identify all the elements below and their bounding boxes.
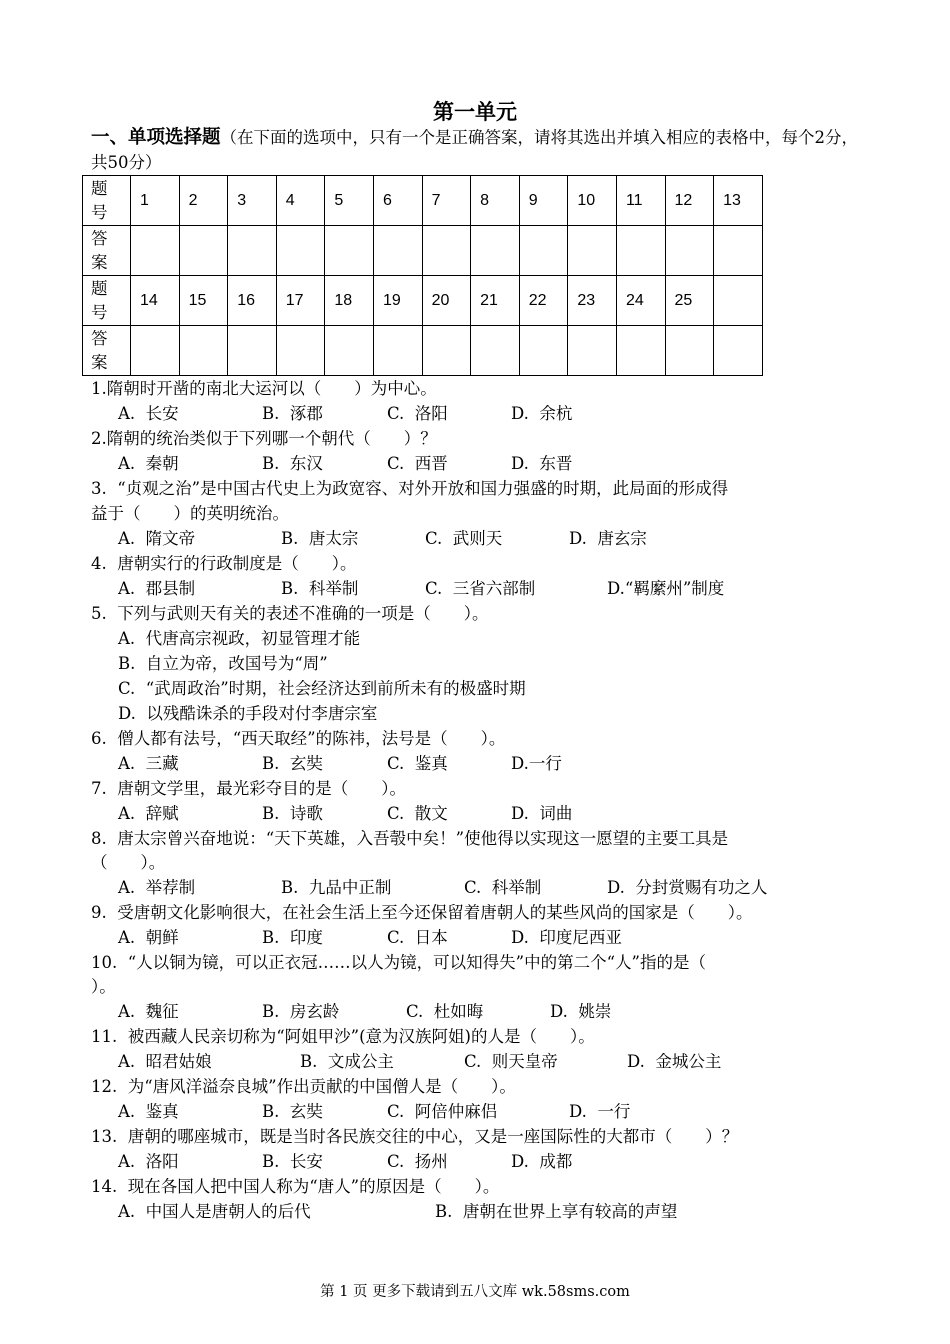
option: C. 鉴真 [387, 754, 448, 773]
option: D. 分封赏赐有功之人 [607, 878, 768, 897]
option: B. 唐朝在世界上享有较高的声望 [435, 1202, 678, 1221]
question-text: 9. 受唐朝文化影响很大，在社会生活上至今还保留着唐朝人的某些风尚的国家是（ ）。 [91, 903, 753, 922]
option: A. 辞赋 [118, 804, 179, 823]
question-number-cell: 4 [276, 176, 325, 226]
row-label: 题 号 [83, 176, 131, 226]
answer-cell[interactable] [568, 226, 617, 276]
option: C. 则天皇帝 [464, 1052, 558, 1071]
question-number-cell: 3 [228, 176, 277, 226]
answer-table [82, 175, 763, 376]
answer-cell[interactable] [665, 326, 714, 376]
question-text: 益于（ ）的英明统治。 [91, 504, 289, 523]
answer-cell[interactable] [714, 326, 763, 376]
option: B. 长安 [262, 1152, 323, 1171]
question-text: 13. 唐朝的哪座城市，既是当时各民族交往的中心，又是一座国际性的大都市（ ）？ [91, 1127, 739, 1146]
section-note: （在下面的选项中，只有一个是正确答案，请将其选出并填入相应的表格中，每个2分，共50分） [91, 128, 859, 172]
answer-cell[interactable] [616, 326, 665, 376]
question-number-cell: 2 [179, 176, 228, 226]
option: C. 西晋 [387, 454, 448, 473]
question-number-cell: 8 [471, 176, 520, 226]
question-text: 3. “贞观之治”是中国古代史上为政宽容、对外开放和国力强盛的时期，此局面的形成得 [91, 479, 729, 498]
table-row [83, 226, 763, 276]
question-number-cell: 9 [519, 176, 568, 226]
page-title: 第一单元 [433, 100, 517, 124]
question-number-cell: 11 [616, 176, 665, 226]
question-text: 2.隋朝的统治类似于下列哪一个朝代（ ）？ [91, 429, 437, 448]
option: A. 举荐制 [118, 878, 196, 897]
option: C. 科举制 [464, 878, 542, 897]
option: B. 涿郡 [262, 404, 323, 423]
option: A. 洛阳 [118, 1152, 179, 1171]
option: C. 洛阳 [387, 404, 448, 423]
answer-cell[interactable] [519, 326, 568, 376]
option: A. 中国人是唐朝人的后代 [118, 1202, 311, 1221]
option: D. 金城公主 [627, 1052, 722, 1071]
option: A. 秦朝 [118, 454, 179, 473]
question-number-cell: 5 [325, 176, 374, 226]
option: B. 玄奘 [262, 754, 323, 773]
option: A. 魏征 [118, 1002, 179, 1021]
option: A. 昭君姑娘 [118, 1052, 212, 1071]
option: D.一行 [511, 754, 562, 773]
answer-cell[interactable] [471, 326, 520, 376]
answer-cell[interactable] [179, 326, 228, 376]
option: C. 扬州 [387, 1152, 448, 1171]
answer-cell[interactable] [325, 326, 374, 376]
question-number-cell: 7 [422, 176, 471, 226]
option: C. 武则天 [425, 529, 503, 548]
option: D. 以残酷诛杀的手段对付李唐宗室 [118, 704, 378, 723]
question-text: （ ）。 [91, 853, 166, 872]
answer-cell[interactable] [568, 326, 617, 376]
answer-cell[interactable] [422, 326, 471, 376]
option: D. 姚崇 [550, 1002, 612, 1021]
option: B. 印度 [262, 928, 323, 947]
question-number-cell: 17 [276, 276, 325, 326]
option: B. 诗歌 [262, 804, 323, 823]
option: D. 成都 [511, 1152, 573, 1171]
question-text: ）。 [91, 977, 116, 996]
question-number-cell: 12 [665, 176, 714, 226]
answer-cell[interactable] [131, 226, 180, 276]
answer-cell[interactable] [276, 326, 325, 376]
question-number-cell: 24 [616, 276, 665, 326]
question-number-cell: 23 [568, 276, 617, 326]
question-number-cell: 10 [568, 176, 617, 226]
row-label: 答 案 [83, 226, 131, 276]
option: D.“羁縻州”制度 [607, 579, 725, 598]
answer-cell[interactable] [616, 226, 665, 276]
answer-cell[interactable] [422, 226, 471, 276]
option: B. 玄奘 [262, 1102, 323, 1121]
section-heading: 一、单项选择题 [91, 127, 221, 148]
option: D. 东晋 [511, 454, 573, 473]
table-row [83, 326, 763, 376]
question-number-cell: 21 [471, 276, 520, 326]
question-number-cell: 13 [714, 176, 763, 226]
question-text: 5. 下列与武则天有关的表述不准确的一项是（ ）。 [91, 604, 489, 623]
question-text: 4. 唐朝实行的行政制度是（ ）。 [91, 554, 357, 573]
question-number-cell: 16 [228, 276, 277, 326]
page-footer: 第 1 页 更多下载请到五八文库 wk.58sms.com [320, 1284, 630, 1300]
question-number-cell: 20 [422, 276, 471, 326]
option: D. 印度尼西亚 [511, 928, 622, 947]
answer-cell[interactable] [471, 226, 520, 276]
question-number-cell: 25 [665, 276, 714, 326]
option: B. 九品中正制 [281, 878, 392, 897]
answer-cell[interactable] [519, 226, 568, 276]
table-row [83, 176, 763, 226]
answer-cell[interactable] [714, 226, 763, 276]
question-number-cell: 18 [325, 276, 374, 326]
question-number-cell [714, 276, 763, 326]
option: A. 长安 [118, 404, 179, 423]
option: A. 三藏 [118, 754, 179, 773]
option: D. 词曲 [511, 804, 573, 823]
option: D. 唐玄宗 [569, 529, 647, 548]
option: B. 唐太宗 [281, 529, 359, 548]
option: B. 房玄龄 [262, 1002, 340, 1021]
question-text: 1.隋朝时开凿的南北大运河以（ ）为中心。 [91, 379, 437, 398]
option: A. 朝鲜 [118, 928, 179, 947]
answer-cell[interactable] [179, 226, 228, 276]
answer-cell[interactable] [665, 226, 714, 276]
question-number-cell: 19 [373, 276, 422, 326]
section-intro [91, 125, 866, 175]
option: A. 隋文帝 [118, 529, 196, 548]
question-text: 12. 为“唐风洋溢奈良城”作出贡献的中国僧人是（ ）。 [91, 1077, 516, 1096]
answer-cell[interactable] [228, 326, 277, 376]
question-number-cell: 6 [373, 176, 422, 226]
answer-cell[interactable] [373, 226, 422, 276]
question-text: 14. 现在各国人把中国人称为“唐人”的原因是（ ）。 [91, 1177, 500, 1196]
answer-cell[interactable] [131, 326, 180, 376]
option: D. 余杭 [511, 404, 573, 423]
option: A. 代唐高宗视政，初显管理才能 [118, 629, 361, 648]
question-number-cell: 22 [519, 276, 568, 326]
option: B. 文成公主 [300, 1052, 394, 1071]
row-label: 答 案 [83, 326, 131, 376]
answer-cell[interactable] [373, 326, 422, 376]
option: C. 阿倍仲麻侣 [387, 1102, 498, 1121]
question-text: 6. 僧人都有法号，“西天取经”的陈祎，法号是（ ）。 [91, 729, 506, 748]
question-text: 8. 唐太宗曾兴奋地说：“天下英雄，入吾彀中矣！”使他得以实现这一愿望的主要工具是 [91, 829, 729, 848]
option: C. 日本 [387, 928, 448, 947]
question-text: 7. 唐朝文学里，最光彩夺目的是（ ）。 [91, 779, 406, 798]
question-text: 10. “人以铜为镜，可以正衣冠……以人为镜，可以知得失”中的第二个“人”指的是（ [91, 953, 706, 972]
option: A. 郡县制 [118, 579, 196, 598]
answer-cell[interactable] [325, 226, 374, 276]
option: B. 科举制 [281, 579, 359, 598]
table-row [83, 276, 763, 326]
option: C. 散文 [387, 804, 448, 823]
answer-cell[interactable] [276, 226, 325, 276]
option: D. 一行 [569, 1102, 631, 1121]
answer-cell[interactable] [228, 226, 277, 276]
option: C. 三省六部制 [425, 579, 536, 598]
option: A. 鉴真 [118, 1102, 179, 1121]
question-number-cell: 1 [131, 176, 180, 226]
question-text: 11. 被西藏人民亲切称为“阿姐甲沙”(意为汉族阿姐)的人是（ ）。 [91, 1027, 595, 1046]
option: B. 自立为帝，改国号为“周” [118, 654, 328, 673]
option: B. 东汉 [262, 454, 323, 473]
row-label: 题 号 [83, 276, 131, 326]
option: C. “武周政治”时期，社会经济达到前所未有的极盛时期 [118, 679, 526, 698]
question-number-cell: 15 [179, 276, 228, 326]
question-number-cell: 14 [131, 276, 180, 326]
option: C. 杜如晦 [406, 1002, 484, 1021]
